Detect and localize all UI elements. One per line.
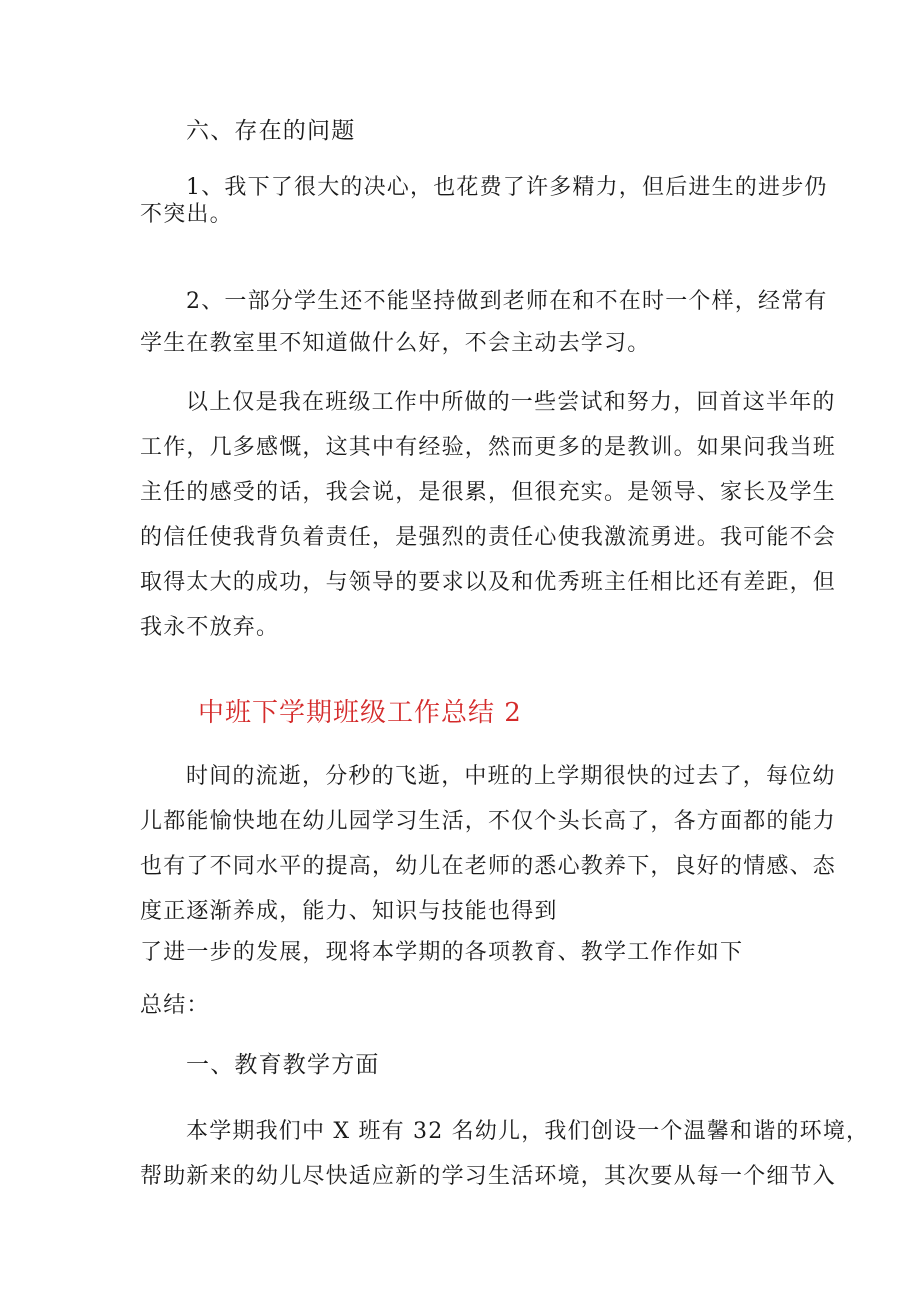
- paragraph-line: 主任的感受的话，我会说，是很累，但很充实。是领导、家长及学生: [140, 480, 837, 505]
- section-heading-problems: 六、存在的问题: [186, 118, 356, 144]
- paragraph-line: 时间的流逝，分秒的飞逝，中班的上学期很快的过去了，每位幼: [186, 764, 836, 789]
- paragraph-line: 不突出。: [140, 202, 233, 227]
- paragraph-line: 总结：: [140, 993, 210, 1018]
- paragraph-line: 我永不放弃。: [140, 615, 280, 640]
- paragraph-line: 取得太大的成功，与领导的要求以及和优秀班主任相比还有差距，但: [140, 570, 837, 595]
- paragraph-line: 也有了不同水平的提高，幼儿在老师的悉心教养下，良好的情感、态: [140, 854, 837, 879]
- paragraph-line: 本学期我们中 X 班有 32 名幼儿，我们创设一个温馨和谐的环境，: [186, 1119, 870, 1144]
- paragraph-line: 2、一部分学生还不能坚持做到老师在和不在时一个样，经常有: [186, 289, 828, 314]
- paragraph-line: 1、我下了很大的决心，也花费了许多精力，但后进生的进步仍: [186, 175, 828, 200]
- paragraph-line: 了进一步的发展，现将本学期的各项教育、教学工作作如下: [140, 940, 744, 965]
- paragraph-line: 帮助新来的幼儿尽快适应新的学习生活环境，其次要从每一个细节入: [140, 1164, 837, 1189]
- paragraph-line: 度正逐渐养成，能力、知识与技能也得到: [140, 899, 558, 924]
- paragraph-line: 学生在教室里不知道做什么好，不会主动去学习。: [140, 331, 651, 356]
- paragraph-line: 工作，几多感慨，这其中有经验，然而更多的是教训。如果问我当班: [140, 435, 837, 460]
- paragraph-line: 以上仅是我在班级工作中所做的一些尝试和努力，回首这半年的: [186, 390, 836, 415]
- paragraph-line: 的信任使我背负着责任，是强烈的责任心使我激流勇进。我可能不会: [140, 525, 837, 550]
- section-heading-education: 一、教育教学方面: [186, 1052, 380, 1078]
- paragraph-line: 儿都能愉快地在幼儿园学习生活，不仅个头长高了，各方面都的能力: [140, 809, 837, 834]
- article-title: 中班下学期班级工作总结 2: [198, 698, 522, 728]
